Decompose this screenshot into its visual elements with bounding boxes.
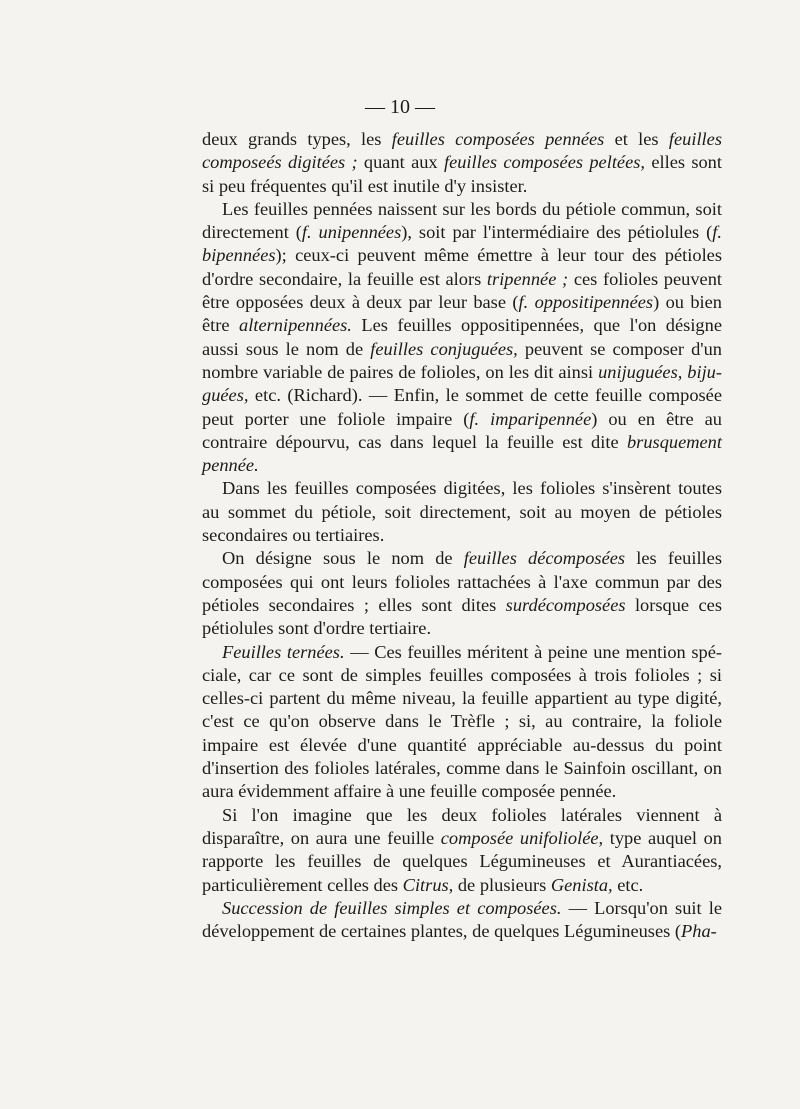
italic-run: Feuilles ternées.: [222, 641, 345, 662]
paragraph: [202, 804, 722, 897]
italic-run: f. oppositipennées: [518, 292, 654, 313]
text-run: deux grands types, les: [202, 129, 392, 149]
text-run: les feuilles composées qui ont leurs folioles rattachées à l'axe commun par des pétioles secondaires ; elles sont dites: [202, 548, 722, 615]
text-run: ) ou en être au contraire dépourvu, cas dans lequel la feuille est dite: [202, 408, 722, 452]
italic-run: unijuguées, bijuguées,: [202, 361, 723, 406]
text-run: quant aux: [357, 152, 444, 173]
italic-run: composée unifoliolée,: [440, 827, 604, 848]
italic-run: Pha-: [681, 921, 717, 942]
text-run: — Ces feuilles méritent à peine une mention spéciale, car ce sont de simples feuilles composées à trois folioles ; si celles-ci partent du même niveau, la feuille appartient au type digité, c'est ce qu'on observe dans le Trèfle ; si, au contraire, la foliole impaire est élevée d'une quantité appréciable au-dessus du point d'insertion des folioles latérales, comme dans le Sainfoin oscillant, on aura évidemment affaire à une feuille composée pennée.: [202, 641, 723, 802]
paragraph: [202, 198, 722, 478]
italic-run: f. bipennées: [202, 222, 722, 266]
italic-run: Genista,: [550, 874, 613, 895]
text-run: de plusieurs: [453, 874, 551, 895]
italic-run: feuilles composées pennées: [391, 129, 605, 149]
italic-run: feuilles composées peltées,: [443, 152, 646, 173]
paragraph: [202, 547, 722, 640]
text-run: Si l'on imagine que les deux folioles latérales viennent à disparaître, on aura une feuille: [202, 804, 722, 848]
italic-run: feuilles composeés digitées ;: [202, 129, 722, 173]
text-run: lorsque ces pétiolules sont d'ordre tertiaire.: [202, 594, 722, 639]
italic-run: alternipennées.: [239, 315, 352, 336]
text-run: ces folioles peuvent être opposées deux à deux par leur base (: [202, 268, 722, 313]
text-run: etc.: [612, 874, 644, 895]
paragraph: [202, 897, 722, 944]
text-run: — Lorsqu'on suit le développement de certaines plantes, de quelques Légumineuses (: [202, 897, 722, 942]
body-text: [202, 128, 722, 943]
text-run: etc. (Richard). — Enfin, le sommet de cette feuille composée peut porter une foliole impaire (: [202, 385, 722, 429]
paragraph: [202, 477, 722, 547]
italic-run: surdécomposées: [505, 594, 626, 615]
text-run: On désigne sous le nom de: [222, 548, 464, 569]
italic-run: f. imparipennée: [469, 408, 592, 429]
italic-run: Citrus,: [402, 874, 454, 895]
text-run: ), soit par l'intermédiaire des pétiolules (: [401, 222, 713, 243]
italic-run: brusquement pennée.: [202, 431, 722, 476]
text-run: type auquel on rapporte les feuilles de quelques Légumineuses et Aurantiacées, particulièrement celles des: [202, 827, 723, 895]
text-run: et les: [604, 129, 669, 149]
paragraph: [202, 641, 722, 804]
italic-run: f. unipennées: [301, 222, 402, 243]
text-run: peuvent se composer d'un nombre variable de paires de folioles, on les dit ainsi: [202, 338, 722, 382]
text-run: Les feuilles pennées naissent sur les bords du pétiole commun, soit directement (: [202, 198, 722, 243]
italic-run: feuilles décomposées: [463, 548, 626, 569]
page-number: — 10 —: [365, 96, 435, 118]
text-run: ) ou bien être: [202, 292, 722, 336]
italic-run: feuilles conjuguées,: [370, 338, 518, 359]
text-run: ); ceux-ci peuvent même émettre à leur tour des pétioles d'ordre secondaire, la feuille est alors: [202, 245, 722, 289]
text-run: Les feuilles oppositipennées, que l'on désigne aussi sous le nom de: [202, 315, 722, 359]
text-run: Dans les feuilles composées digitées, les folioles s'insèrent toutes au sommet du pétiole, soit directement, soit au moyen de pétioles secondaires ou tertiaires.: [202, 478, 722, 546]
italic-run: tripennée ;: [486, 268, 569, 289]
paragraph: [202, 128, 722, 198]
italic-run: Succession de feuilles simples et composées.: [222, 897, 562, 918]
text-run: elles sont si peu fréquentes qu'il est inutile d'y insister.: [202, 152, 722, 196]
